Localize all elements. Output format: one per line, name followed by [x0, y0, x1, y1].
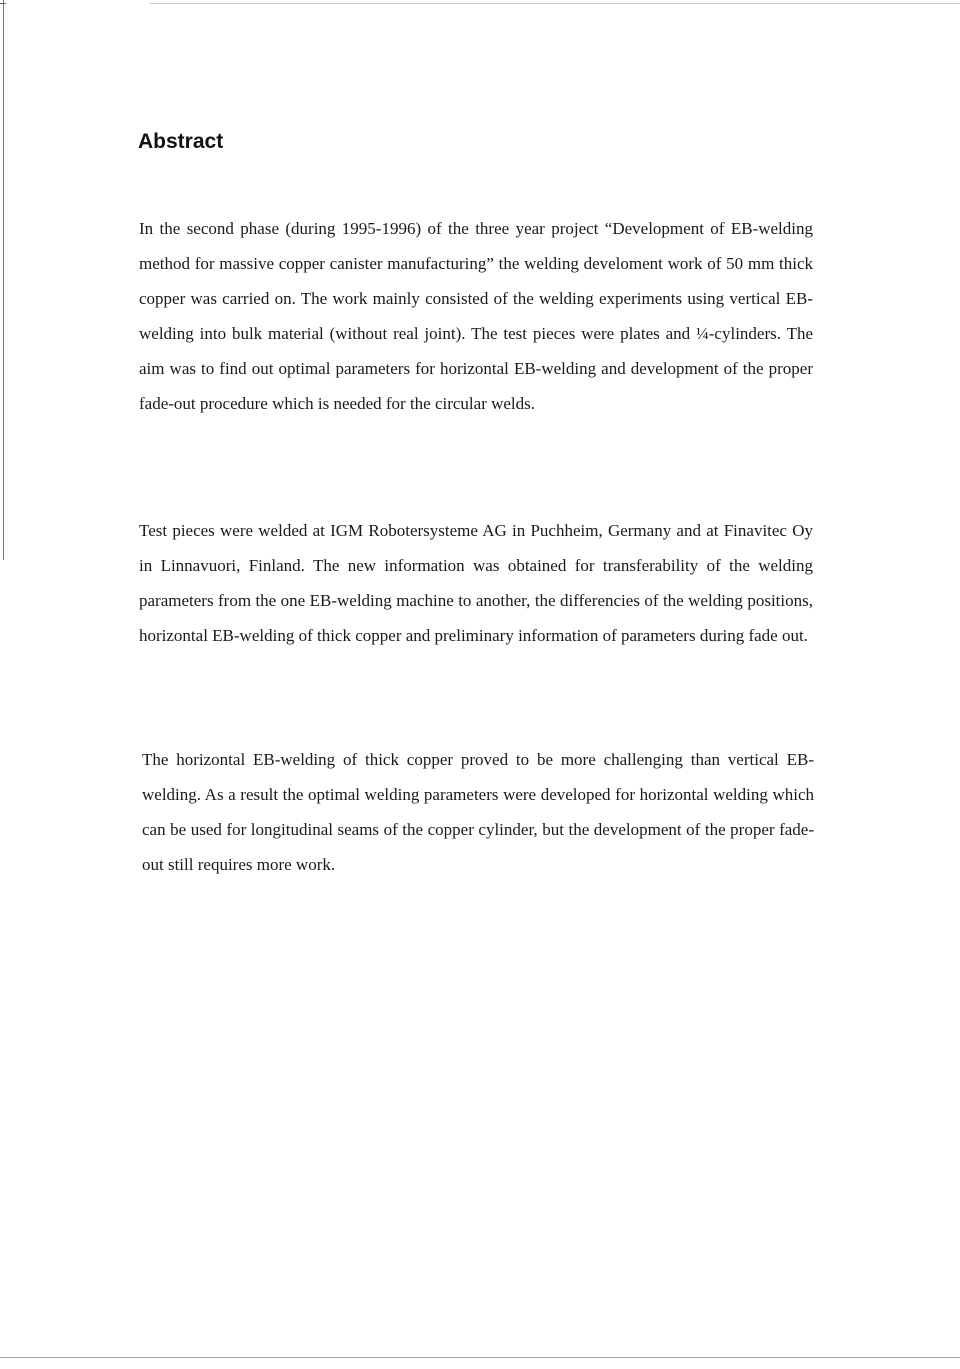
scan-edge-bottom	[0, 1357, 960, 1358]
abstract-paragraph-3: The horizontal EB-welding of thick copper proved to be more challenging than vertical EB-welding. As a result the optimal welding parameters were developed for horizontal welding which can be used for longitudinal seams of the copper cylinder, but the development of the proper fade-out still requires more work.	[142, 750, 814, 874]
abstract-paragraph-1: In the second phase (during 1995-1996) of the three year project “Development of EB-welding method for massive copper canister manufacturing” the welding develoment work of 50 mm thick copper was carried on. The work mainly consisted of the welding experiments using vertical EB-welding into bulk material (without real joint). The test pieces were plates and ¼-cylinders. The aim was to find out optimal parameters for horizontal EB-welding and development of the proper fade-out procedure which is needed for the circular welds.	[139, 219, 813, 413]
scan-edge-left	[3, 0, 4, 560]
abstract-heading: Abstract	[138, 130, 224, 153]
scan-edge-top	[0, 3, 960, 4]
abstract-paragraph-2: Test pieces were welded at IGM Robotersysteme AG in Puchheim, Germany and at Finavitec Oy in Linnavuori, Finland. The new information was obtained for transferability of the welding parameters from the one EB-welding machine to another, the differencies of the welding positions, horizontal EB-welding of thick copper and preliminary information of parameters during fade out.	[139, 521, 813, 645]
